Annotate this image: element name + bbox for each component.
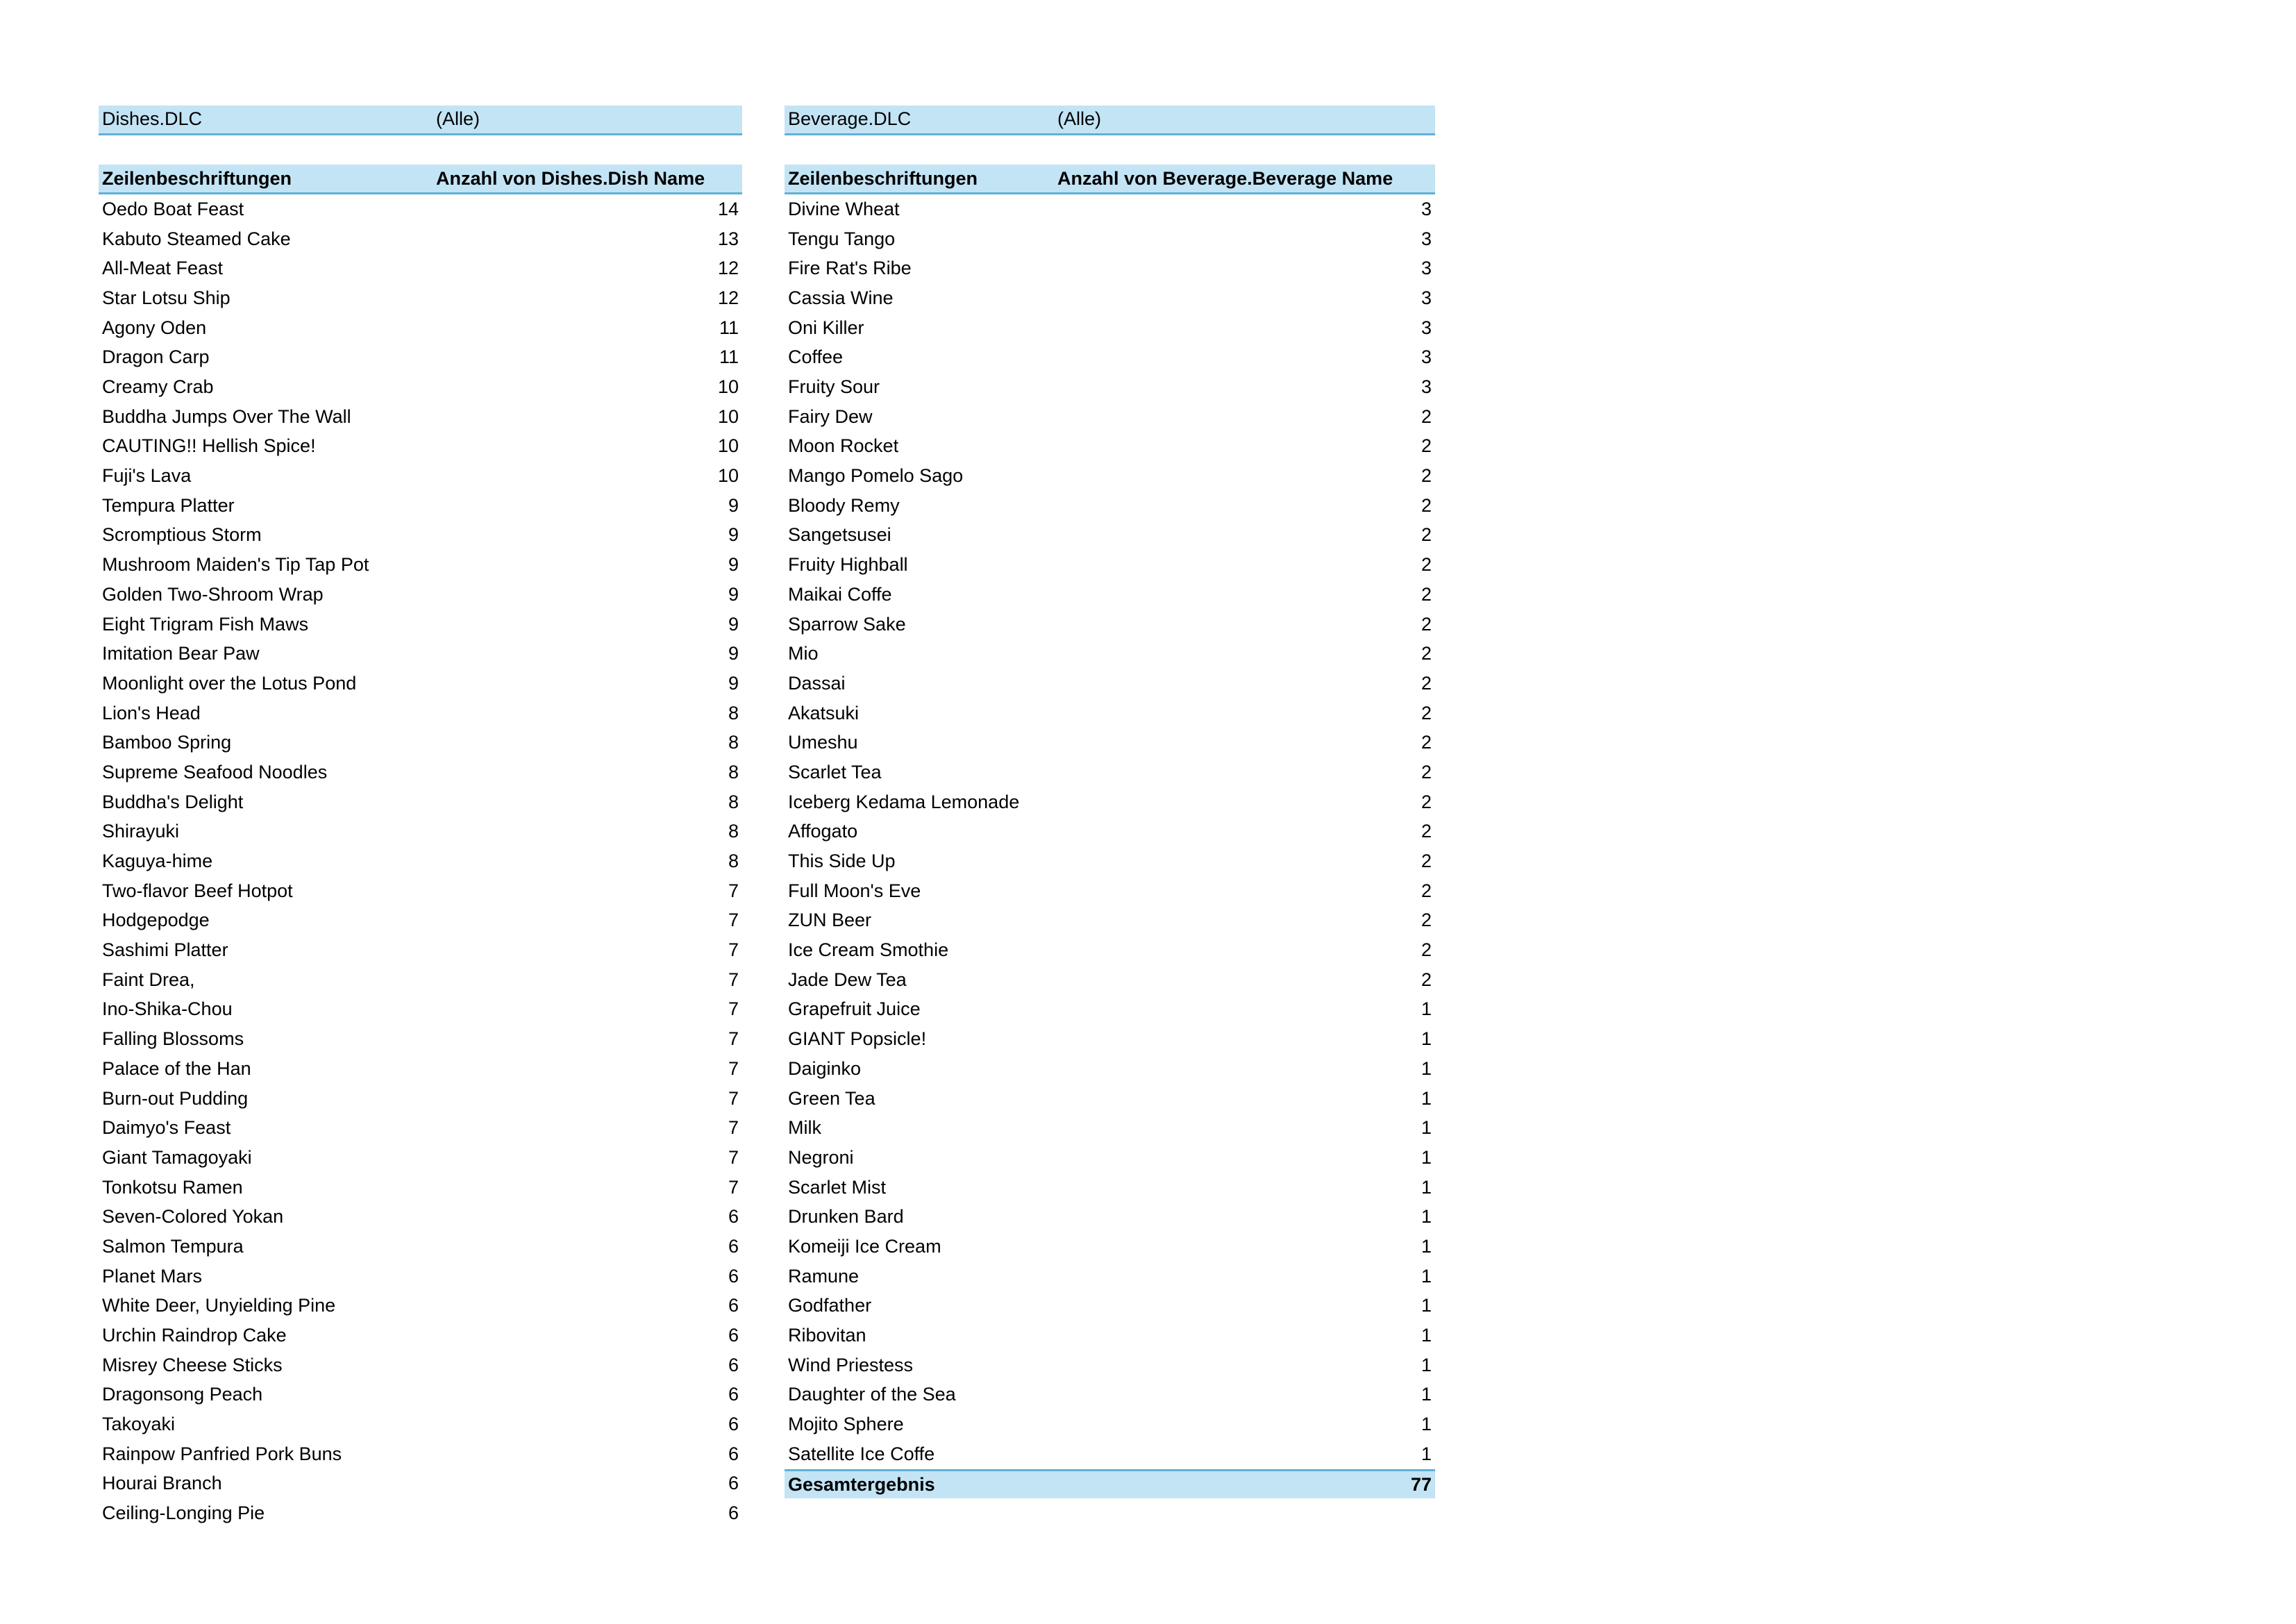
dishes-table-row[interactable] — [99, 1113, 742, 1143]
dishes-row-label: Ino-Shika-Chou — [102, 998, 233, 1020]
dishes-table-row[interactable] — [99, 1173, 742, 1203]
dishes-table-row[interactable] — [99, 1202, 742, 1232]
dishes-value-header: Anzahl von Dishes.Dish Name — [436, 167, 705, 189]
beverage-total-label: Gesamtergebnis — [788, 1473, 935, 1495]
dishes-row-label: Hodgepodge — [102, 910, 210, 931]
dishes-row-label: Falling Blossoms — [102, 1028, 244, 1050]
beverage-filter-field: Beverage.DLC — [788, 108, 912, 130]
beverage-table-row[interactable] — [785, 1291, 1435, 1321]
beverage-row-label: Milk — [788, 1117, 821, 1139]
beverage-row-count: 2 — [1421, 583, 1432, 605]
dishes-row-label: Kaguya-hime — [102, 851, 213, 872]
beverage-row-count: 3 — [1421, 228, 1432, 249]
beverage-table-row[interactable] — [785, 1409, 1435, 1439]
beverage-table-row[interactable] — [785, 313, 1435, 343]
dishes-row-count: 8 — [728, 702, 739, 723]
dishes-row-label: Tonkotsu Ramen — [102, 1176, 243, 1198]
dishes-row-label: CAUTING!! Hellish Spice! — [102, 435, 316, 457]
beverage-row-label: Coffee — [788, 346, 844, 368]
dishes-row-label: Planet Mars — [102, 1265, 203, 1287]
dishes-row-count: 8 — [728, 851, 739, 872]
beverage-table-row[interactable] — [785, 639, 1435, 669]
beverage-row-count: 2 — [1421, 494, 1432, 516]
dishes-row-count: 6 — [728, 1325, 739, 1346]
dishes-table-row[interactable] — [99, 935, 742, 965]
beverage-row-label: Scarlet Tea — [788, 761, 882, 782]
beverage-row-label: Dassai — [788, 672, 846, 694]
beverage-row-count: 2 — [1421, 702, 1432, 723]
beverage-table-row[interactable] — [785, 1380, 1435, 1410]
beverage-row-count: 1 — [1421, 1325, 1432, 1346]
dishes-row-count: 10 — [717, 465, 739, 487]
beverage-table-row[interactable] — [785, 1173, 1435, 1203]
dishes-row-label: Sashimi Platter — [102, 939, 228, 961]
dishes-row-count: 9 — [728, 524, 739, 546]
beverage-row-label: Affogato — [788, 821, 858, 842]
dishes-row-label: Ceiling-Longing Pie — [102, 1502, 265, 1524]
beverage-row-label: Fruity Sour — [788, 376, 880, 398]
beverage-row-count: 2 — [1421, 821, 1432, 842]
beverage-table-row[interactable] — [785, 253, 1435, 283]
dishes-row-label: Two-flavor Beef Hotpot — [102, 880, 293, 901]
dishes-row-count: 6 — [728, 1414, 739, 1435]
beverage-row-count: 1 — [1421, 1117, 1432, 1139]
beverage-row-count: 2 — [1421, 524, 1432, 546]
beverage-row-count: 1 — [1421, 1235, 1432, 1257]
beverage-row-label: Ramune — [788, 1265, 860, 1287]
dishes-table-row[interactable] — [99, 224, 742, 254]
dishes-row-count: 10 — [717, 405, 739, 427]
dishes-table-row[interactable] — [99, 1024, 742, 1054]
beverage-row-count: 3 — [1421, 198, 1432, 219]
dishes-table-row[interactable] — [99, 313, 742, 343]
beverage-table-row[interactable] — [785, 461, 1435, 491]
dishes-row-label: Oedo Boat Feast — [102, 198, 244, 219]
dishes-row-count: 7 — [728, 1057, 739, 1079]
dishes-table-row[interactable] — [99, 1350, 742, 1380]
beverage-row-count: 2 — [1421, 554, 1432, 576]
beverage-row-label: Sparrow Sake — [788, 613, 906, 635]
dishes-row-label: Scromptious Storm — [102, 524, 262, 546]
beverage-row-label: Mango Pomelo Sago — [788, 465, 964, 487]
dishes-row-count: 9 — [728, 613, 739, 635]
beverage-row-label: Daiginko — [788, 1057, 862, 1079]
dishes-row-label: Kabuto Steamed Cake — [102, 228, 291, 249]
dishes-row-label: Fuji's Lava — [102, 465, 192, 487]
beverage-table-body — [785, 194, 1435, 1469]
beverage-table-row[interactable] — [785, 698, 1435, 728]
beverage-table-row[interactable] — [785, 610, 1435, 639]
dishes-row-label: Buddha Jumps Over The Wall — [102, 405, 351, 427]
beverage-table-row[interactable] — [785, 965, 1435, 995]
dishes-table-row[interactable] — [99, 846, 742, 876]
beverage-row-count: 2 — [1421, 465, 1432, 487]
dishes-row-count: 8 — [728, 821, 739, 842]
dishes-row-label: Tempura Platter — [102, 494, 235, 516]
dishes-row-label: Misrey Cheese Sticks — [102, 1354, 283, 1375]
beverage-row-count: 1 — [1421, 1206, 1432, 1228]
dishes-row-label: Giant Tamagoyaki — [102, 1146, 252, 1168]
dishes-table-row[interactable] — [99, 1291, 742, 1321]
dishes-row-count: 10 — [717, 435, 739, 457]
dishes-row-label: Eight Trigram Fish Maws — [102, 613, 309, 635]
beverage-row-label: Oni Killer — [788, 317, 864, 338]
beverage-row-count: 2 — [1421, 405, 1432, 427]
beverage-table-row[interactable] — [785, 1113, 1435, 1143]
dishes-row-label: Moonlight over the Lotus Pond — [102, 672, 357, 694]
beverage-row-count: 2 — [1421, 880, 1432, 901]
dishes-row-count: 7 — [728, 969, 739, 990]
dishes-row-label: Star Lotsu Ship — [102, 287, 231, 308]
dishes-row-label: Faint Drea, — [102, 969, 195, 990]
beverage-row-count: 2 — [1421, 969, 1432, 990]
beverage-row-count: 1 — [1421, 1414, 1432, 1435]
dishes-row-count: 6 — [728, 1295, 739, 1316]
beverage-row-label: Daughter of the Sea — [788, 1384, 956, 1405]
beverage-row-count: 1 — [1421, 1443, 1432, 1464]
beverage-row-count: 3 — [1421, 287, 1432, 308]
dishes-row-label: Rainpow Panfried Pork Buns — [102, 1443, 342, 1464]
dishes-table-row[interactable] — [99, 372, 742, 402]
beverage-table-row[interactable] — [785, 550, 1435, 580]
beverage-row-count: 3 — [1421, 376, 1432, 398]
dishes-row-label: Hourai Branch — [102, 1473, 222, 1494]
dishes-table-row[interactable] — [99, 521, 742, 551]
dishes-row-count: 7 — [728, 880, 739, 901]
dishes-row-label: Creamy Crab — [102, 376, 214, 398]
beverage-value-header: Anzahl von Beverage.Beverage Name — [1057, 167, 1393, 189]
dishes-table-row[interactable] — [99, 432, 742, 462]
dishes-row-count: 9 — [728, 494, 739, 516]
beverage-row-count: 2 — [1421, 613, 1432, 635]
dishes-table-row[interactable] — [99, 550, 742, 580]
beverage-row-count: 3 — [1421, 317, 1432, 338]
dishes-row-label: Palace of the Han — [102, 1057, 251, 1079]
beverage-row-count: 2 — [1421, 910, 1432, 931]
dishes-row-count: 6 — [728, 1265, 739, 1287]
dishes-row-label: Buddha's Delight — [102, 791, 244, 812]
beverage-table-row[interactable] — [785, 1202, 1435, 1232]
beverage-table-row[interactable] — [785, 194, 1435, 224]
dishes-row-label: Golden Two-Shroom Wrap — [102, 583, 324, 605]
dishes-table-row[interactable] — [99, 995, 742, 1025]
beverage-table-row[interactable] — [785, 402, 1435, 432]
beverage-row-count: 2 — [1421, 939, 1432, 961]
beverage-table-row[interactable] — [785, 224, 1435, 254]
dishes-table-row[interactable] — [99, 906, 742, 936]
dishes-row-label: Daimyo's Feast — [102, 1117, 231, 1139]
beverage-table-row[interactable] — [785, 669, 1435, 698]
dishes-table-row[interactable] — [99, 876, 742, 906]
dishes-table-row[interactable] — [99, 639, 742, 669]
dishes-table-row[interactable] — [99, 343, 742, 373]
beverage-row-label: Jade Dew Tea — [788, 969, 907, 990]
dishes-table-row[interactable] — [99, 461, 742, 491]
dishes-row-count: 13 — [717, 228, 739, 249]
dishes-table-row[interactable] — [99, 1409, 742, 1439]
beverage-table-row[interactable] — [785, 1054, 1435, 1084]
dishes-table-row[interactable] — [99, 817, 742, 847]
beverage-row-count: 1 — [1421, 1057, 1432, 1079]
beverage-row-label: Mio — [788, 643, 819, 664]
beverage-row-count: 2 — [1421, 672, 1432, 694]
beverage-row-count: 1 — [1421, 1176, 1432, 1198]
dishes-row-count: 6 — [728, 1206, 739, 1228]
dishes-row-label: Imitation Bear Paw — [102, 643, 260, 664]
beverage-row-count: 1 — [1421, 1265, 1432, 1287]
beverage-table-row[interactable] — [785, 1232, 1435, 1262]
beverage-row-label: Ice Cream Smothie — [788, 939, 949, 961]
dishes-row-label: Shirayuki — [102, 821, 180, 842]
dishes-row-count: 7 — [728, 1176, 739, 1198]
beverage-row-label: Ribovitan — [788, 1325, 866, 1346]
beverage-table-row[interactable] — [785, 846, 1435, 876]
beverage-row-label: Green Tea — [788, 1087, 875, 1109]
dishes-table-row[interactable] — [99, 1262, 742, 1291]
beverage-row-label: Tengu Tango — [788, 228, 896, 249]
beverage-table-row[interactable] — [785, 372, 1435, 402]
beverage-row-label: GIANT Popsicle! — [788, 1028, 927, 1050]
dishes-row-count: 7 — [728, 939, 739, 961]
beverage-table-row[interactable] — [785, 1350, 1435, 1380]
dishes-row-count: 10 — [717, 376, 739, 398]
beverage-row-label: Wind Priestess — [788, 1354, 914, 1375]
beverage-row-count: 1 — [1421, 1087, 1432, 1109]
dishes-row-label: Agony Oden — [102, 317, 207, 338]
dishes-row-label: Lion's Head — [102, 702, 201, 723]
dishes-table-row[interactable] — [99, 728, 742, 757]
beverage-row-label: Scarlet Mist — [788, 1176, 887, 1198]
beverage-table-row[interactable] — [785, 995, 1435, 1025]
beverage-table-row[interactable] — [785, 1024, 1435, 1054]
dishes-row-count: 7 — [728, 1028, 739, 1050]
dishes-table-row[interactable] — [99, 1469, 742, 1499]
beverage-row-label: ZUN Beer — [788, 910, 872, 931]
dishes-row-count: 12 — [717, 287, 739, 308]
beverage-table-row[interactable] — [785, 1262, 1435, 1291]
beverage-row-count: 2 — [1421, 851, 1432, 872]
dishes-row-count: 8 — [728, 761, 739, 782]
dishes-table-row[interactable] — [99, 1439, 742, 1469]
dishes-row-label: Takoyaki — [102, 1414, 176, 1435]
beverage-row-label: Maikai Coffe — [788, 583, 892, 605]
dishes-row-label: Supreme Seafood Noodles — [102, 761, 328, 782]
beverage-row-count: 2 — [1421, 732, 1432, 753]
beverage-row-count: 1 — [1421, 1354, 1432, 1375]
beverage-row-label: Satellite Ice Coffe — [788, 1443, 935, 1464]
beverage-row-label: Fairy Dew — [788, 405, 873, 427]
beverage-filter-row[interactable] — [785, 106, 1435, 135]
dishes-table-row[interactable] — [99, 610, 742, 639]
beverage-table-row[interactable] — [785, 935, 1435, 965]
dishes-row-count: 7 — [728, 998, 739, 1020]
dishes-table-row[interactable] — [99, 1380, 742, 1410]
dishes-row-label: Dragon Carp — [102, 346, 210, 368]
beverage-row-label: Drunken Bard — [788, 1206, 904, 1228]
dishes-row-count: 8 — [728, 791, 739, 812]
dishes-row-count: 6 — [728, 1502, 739, 1524]
dishes-row-label: White Deer, Unyielding Pine — [102, 1295, 336, 1316]
dishes-pivot-table — [99, 106, 742, 1528]
beverage-row-count: 2 — [1421, 643, 1432, 664]
beverage-row-label: Negroni — [788, 1146, 854, 1168]
dishes-row-count: 11 — [719, 346, 739, 368]
beverage-row-label: Sangetsusei — [788, 524, 891, 546]
beverage-row-label: Mojito Sphere — [788, 1414, 904, 1435]
dishes-table-row[interactable] — [99, 580, 742, 610]
dishes-table-row[interactable] — [99, 1498, 742, 1528]
dishes-table-row[interactable] — [99, 1084, 742, 1114]
beverage-table-row[interactable] — [785, 1143, 1435, 1173]
beverage-table-row[interactable] — [785, 343, 1435, 373]
dishes-row-count: 6 — [728, 1354, 739, 1375]
beverage-total-value: 77 — [1410, 1473, 1432, 1495]
beverage-row-label: Godfather — [788, 1295, 872, 1316]
dishes-row-count: 11 — [719, 317, 739, 338]
beverage-row-label: Bloody Remy — [788, 494, 900, 516]
beverage-row-label: Divine Wheat — [788, 198, 900, 219]
dishes-row-count: 9 — [728, 554, 739, 576]
beverage-table-row[interactable] — [785, 1439, 1435, 1469]
dishes-row-count: 6 — [728, 1473, 739, 1494]
beverage-row-label: Iceberg Kedama Lemonade — [788, 791, 1020, 812]
beverage-row-count: 1 — [1421, 998, 1432, 1020]
dishes-row-count: 9 — [728, 643, 739, 664]
beverage-table-row[interactable] — [785, 1084, 1435, 1114]
dishes-table-row[interactable] — [99, 1232, 742, 1262]
dishes-table-row[interactable] — [99, 698, 742, 728]
beverage-row-label: Fruity Highball — [788, 554, 908, 576]
beverage-table-row[interactable] — [785, 491, 1435, 521]
dishes-row-label: Mushroom Maiden's Tip Tap Pot — [102, 554, 369, 576]
beverage-row-header[interactable]: Zeilenbeschriftungen — [788, 167, 978, 189]
dishes-table-row[interactable] — [99, 965, 742, 995]
dishes-row-count: 8 — [728, 732, 739, 753]
dishes-row-count: 7 — [728, 1146, 739, 1168]
beverage-table-row[interactable] — [785, 757, 1435, 787]
dishes-row-count: 7 — [728, 1117, 739, 1139]
beverage-row-label: Akatsuki — [788, 702, 860, 723]
dishes-header-row — [99, 165, 742, 194]
beverage-pivot-table — [785, 106, 1435, 1498]
beverage-row-label: Fire Rat's Ribe — [788, 258, 912, 279]
beverage-table-row[interactable] — [785, 283, 1435, 313]
dishes-table-row[interactable] — [99, 669, 742, 698]
dishes-row-count: 6 — [728, 1443, 739, 1464]
dishes-row-label: Bamboo Spring — [102, 732, 232, 753]
beverage-row-label: Umeshu — [788, 732, 858, 753]
dishes-table-row[interactable] — [99, 491, 742, 521]
beverage-table-row[interactable] — [785, 580, 1435, 610]
beverage-row-label: Grapefruit Juice — [788, 998, 921, 1020]
beverage-row-label: Full Moon's Eve — [788, 880, 921, 901]
beverage-table-row[interactable] — [785, 817, 1435, 847]
dishes-filter-field: Dishes.DLC — [102, 108, 203, 130]
dishes-row-label: Seven-Colored Yokan — [102, 1206, 284, 1228]
dishes-row-count: 7 — [728, 910, 739, 931]
dishes-table-row[interactable] — [99, 787, 742, 817]
beverage-row-count: 2 — [1421, 761, 1432, 782]
beverage-table-row[interactable] — [785, 787, 1435, 817]
dishes-row-count: 9 — [728, 672, 739, 694]
dishes-table-row[interactable] — [99, 1143, 742, 1173]
beverage-row-count: 1 — [1421, 1384, 1432, 1405]
beverage-table-row[interactable] — [785, 876, 1435, 906]
beverage-row-label: Komeiji Ice Cream — [788, 1235, 941, 1257]
dishes-table-row[interactable] — [99, 1054, 742, 1084]
dishes-row-count: 6 — [728, 1384, 739, 1405]
dishes-table-row[interactable] — [99, 402, 742, 432]
beverage-table-row[interactable] — [785, 1321, 1435, 1350]
dishes-table-row[interactable] — [99, 253, 742, 283]
dishes-table-row[interactable] — [99, 1321, 742, 1350]
beverage-table-row[interactable] — [785, 432, 1435, 462]
beverage-filter-value[interactable]: (Alle) — [1057, 108, 1102, 130]
dishes-table-row[interactable] — [99, 283, 742, 313]
dishes-table-body — [99, 194, 742, 1528]
dishes-table-row[interactable] — [99, 194, 742, 224]
dishes-row-label: All-Meat Feast — [102, 258, 224, 279]
dishes-row-label: Dragonsong Peach — [102, 1384, 263, 1405]
dishes-row-count: 12 — [717, 258, 739, 279]
dishes-row-count: 9 — [728, 583, 739, 605]
dishes-row-count: 6 — [728, 1235, 739, 1257]
beverage-row-count: 2 — [1421, 435, 1432, 457]
beverage-table-row[interactable] — [785, 906, 1435, 936]
dishes-filter-value[interactable]: (Alle) — [436, 108, 480, 130]
beverage-row-count: 1 — [1421, 1028, 1432, 1050]
dishes-row-count: 7 — [728, 1087, 739, 1109]
dishes-filter-row[interactable] — [99, 106, 742, 135]
beverage-table-row[interactable] — [785, 521, 1435, 551]
beverage-row-label: Moon Rocket — [788, 435, 899, 457]
dishes-row-label: Salmon Tempura — [102, 1235, 244, 1257]
dishes-row-label: Urchin Raindrop Cake — [102, 1325, 287, 1346]
beverage-row-label: Cassia Wine — [788, 287, 894, 308]
beverage-row-count: 1 — [1421, 1295, 1432, 1316]
beverage-row-count: 3 — [1421, 258, 1432, 279]
beverage-header-row — [785, 165, 1435, 194]
beverage-row-count: 1 — [1421, 1146, 1432, 1168]
dishes-row-count: 14 — [717, 198, 739, 219]
beverage-row-label: This Side Up — [788, 851, 896, 872]
beverage-table-row[interactable] — [785, 728, 1435, 757]
dishes-row-header[interactable]: Zeilenbeschriftungen — [102, 167, 292, 189]
dishes-table-row[interactable] — [99, 757, 742, 787]
beverage-total-row — [785, 1469, 1435, 1499]
dishes-row-label: Burn-out Pudding — [102, 1087, 249, 1109]
beverage-row-count: 3 — [1421, 346, 1432, 368]
beverage-row-count: 2 — [1421, 791, 1432, 812]
